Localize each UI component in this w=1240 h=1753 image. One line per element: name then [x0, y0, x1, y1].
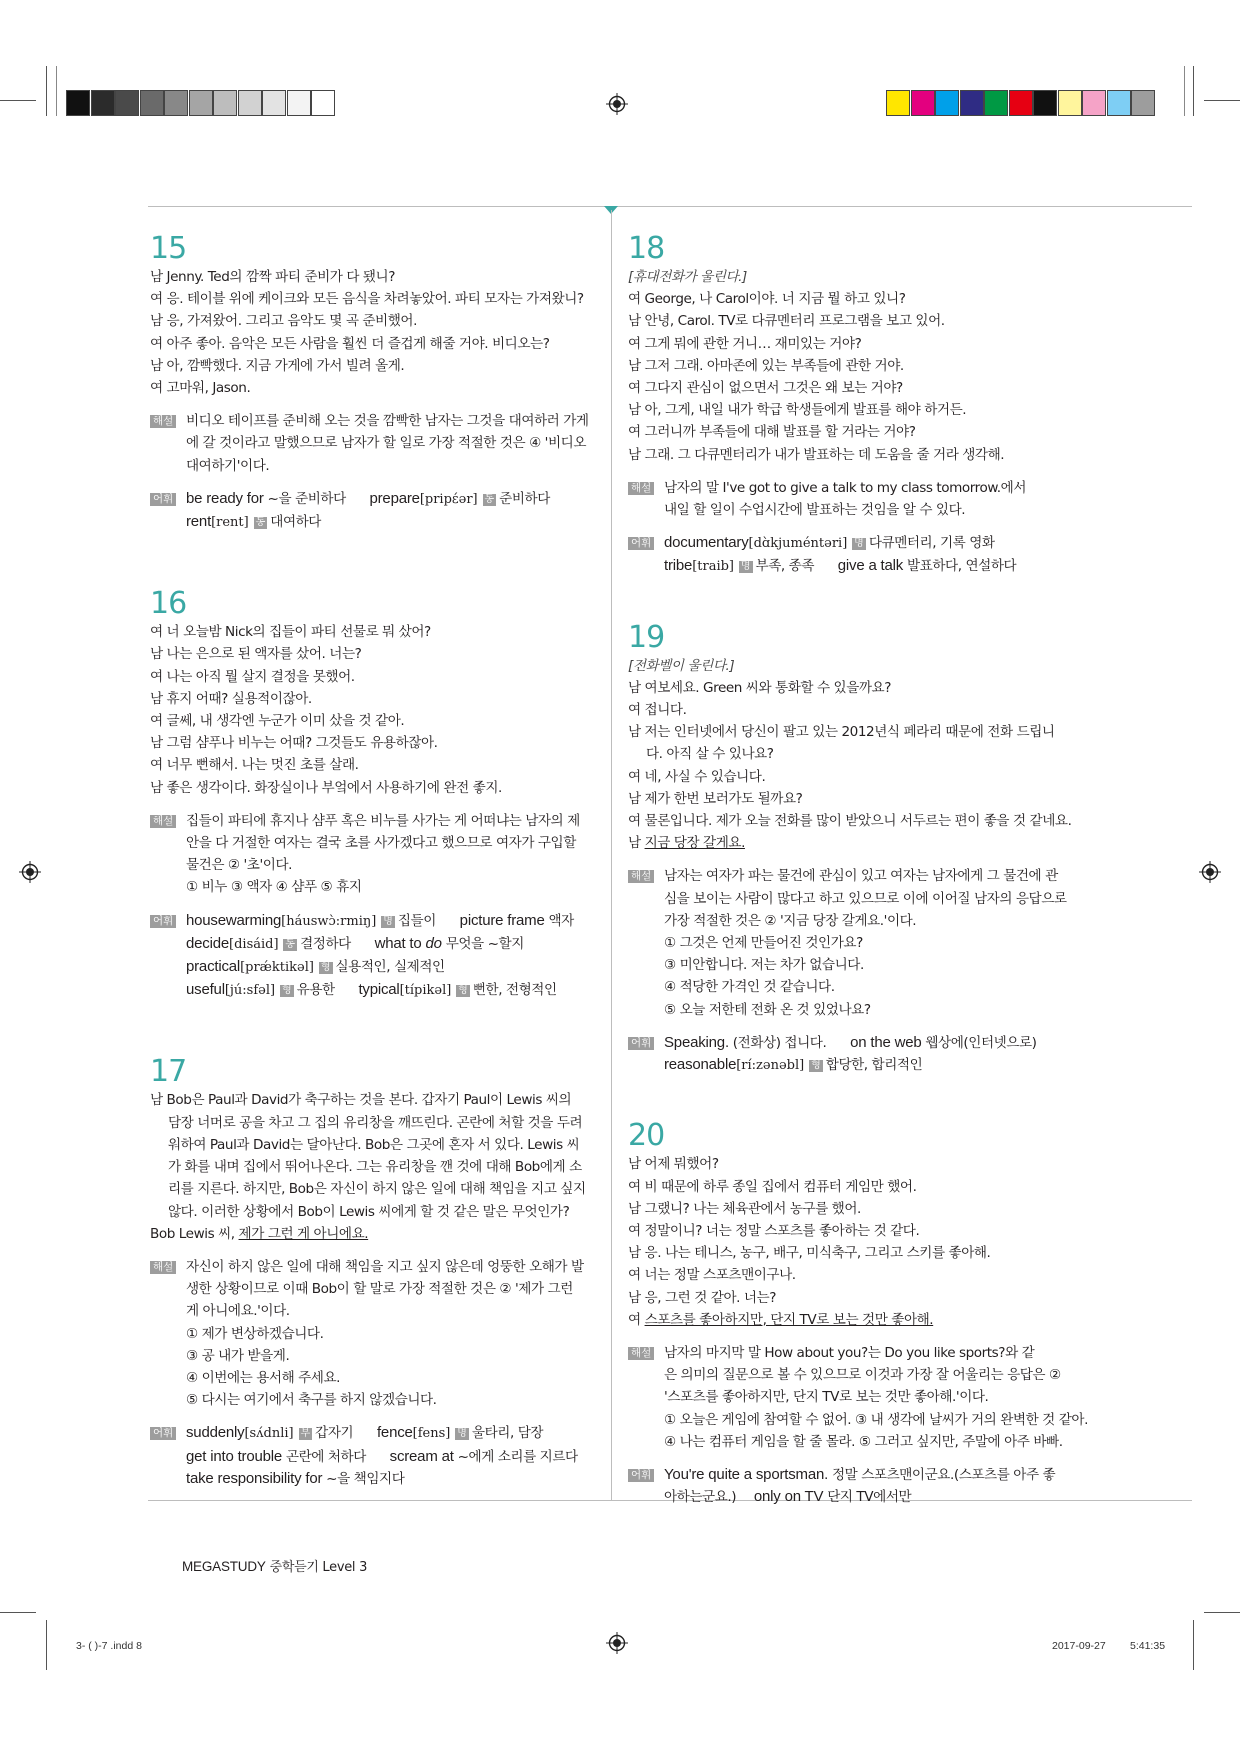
dialogue-line: 남 그럼 샴푸나 비누는 어때? 그것들도 유용하잖아. [150, 735, 438, 752]
vocab-meaning: 정말 스포츠맨이군요.(스포츠를 아주 좋 [831, 1466, 1056, 1483]
part-of-speech-badge: 형 [811, 1060, 821, 1072]
vocabulary-tag: 어휘 [150, 915, 176, 928]
explanation [628, 865, 1088, 1020]
vocab-word: give a talk [837, 557, 904, 575]
dialogue-line: 여 고마워, Jason. [150, 380, 251, 397]
dialogue-line: 여 네, 사실 수 있습니다. [628, 768, 766, 785]
dialogue-line: 남 아, 그게, 내일 내가 학급 학생들에게 발표를 해야 하거든. [628, 402, 967, 419]
vocabulary [150, 1422, 600, 1490]
dialogue [150, 266, 600, 399]
vocab-pronunciation: [prǽktikəl] [240, 960, 314, 976]
vocabulary [628, 532, 1088, 578]
crop-mark [56, 66, 57, 116]
dialogue [628, 677, 1088, 855]
vocabulary-tag: 어휘 [150, 1427, 176, 1440]
dialogue [628, 1153, 1088, 1331]
part-of-speech-badge: 명 [740, 561, 751, 573]
vocab-pronunciation: [dɑ̀kjuméntəri] [748, 536, 848, 552]
answer-underlined: 제가 그런 게 아니에요. [238, 1225, 369, 1242]
vocab-meaning: 뻔한, 전형적인 [472, 982, 557, 999]
answer-underlined: 스포츠를 좋아하지만, 단지 TV로 보는 것만 좋아해. [644, 1311, 934, 1328]
vocab-word: tribe [664, 557, 693, 575]
color-swatch [935, 90, 959, 116]
question-15 [150, 232, 600, 534]
dialogue-line: 여 비 때문에 하루 종일 집에서 컴퓨터 게임만 했어. [628, 1178, 917, 1195]
explanation-tag: 해설 [628, 870, 654, 883]
footer-brand: MEGASTUDY [182, 1559, 266, 1574]
part-of-speech-badge: 명 [854, 538, 864, 550]
color-swatch [66, 90, 90, 116]
vocab-word: take responsibility for [186, 1469, 323, 1487]
explanation [628, 1342, 1088, 1453]
narration-line: 담장 너머로 공을 차고 그 집의 유리창을 깨뜨린다. 곤란에 처할 것을 두려 [168, 1114, 583, 1131]
dialogue-line [628, 1309, 1088, 1331]
color-swatch [238, 90, 262, 116]
vocab-meaning: 아하는군요.) [664, 1489, 737, 1506]
vocab-word: fence [376, 1424, 413, 1442]
speaker: 남 [628, 835, 645, 852]
dialogue-line: 여 너는 정말 스포츠맨이구나. [628, 1267, 796, 1284]
vocab-word: decide [186, 934, 230, 952]
explanation-line: ④ 이번에는 용서해 주세요. [186, 1369, 341, 1386]
part-of-speech-badge: 형 [458, 985, 468, 997]
stage-direction: [전화벨이 울린다.] [628, 657, 735, 674]
vocab-pronunciation: [pripέər] [419, 491, 478, 507]
slug-time: 5:41:35 [1130, 1640, 1166, 1652]
dialogue-line: 다. 아직 살 수 있나요? [646, 746, 774, 763]
explanation [150, 410, 600, 477]
explanation-line: 남자는 여자가 파는 물건에 관심이 있고 여자는 남자에게 그 물건에 관 [664, 868, 1058, 885]
vocab-meaning: 준비하다 [499, 490, 550, 507]
explanation-line: 안을 다 거절한 여자는 결국 초를 사가겠다고 했으므로 여자가 구입할 [186, 835, 576, 852]
explanation-line: ① 비누 ③ 액자 ④ 샴푸 ⑤ 휴지 [186, 879, 362, 896]
part-of-speech-badge: 동 [255, 517, 266, 529]
question-number: 15 [150, 231, 187, 266]
vocab-meaning: 합당한, 합리적인 [825, 1057, 923, 1074]
narration-line: 않다. 이러한 상황에서 Bob이 Lewis 씨에게 할 것 같은 말은 무엇인가? [168, 1203, 570, 1220]
dialogue-line: 남 응, 가져왔어. 그리고 음악도 몇 곡 준비했어. [150, 313, 417, 330]
vocab-word: practical [186, 958, 241, 976]
crop-mark [0, 100, 36, 101]
color-swatch [115, 90, 139, 116]
question-number: 19 [628, 619, 665, 655]
answer-line [150, 1223, 600, 1245]
question-20 [628, 1119, 1088, 1508]
vocab-word: documentary [664, 534, 749, 552]
vocabulary-tag: 어휘 [628, 537, 654, 550]
vocab-word: be ready for [186, 489, 264, 507]
crop-mark [46, 1620, 47, 1670]
part-of-speech-badge: 동 [484, 493, 495, 505]
explanation-tag: 해설 [150, 1261, 176, 1274]
speaker: 여 [628, 1311, 645, 1328]
vocab-meaning: 웹상에(인터넷으로) [925, 1034, 1037, 1051]
top-rule [148, 206, 1192, 207]
vocabulary-tag: 어휘 [150, 493, 176, 506]
crop-mark [1184, 66, 1185, 116]
question-16 [150, 587, 600, 1002]
dialogue-line: 남 그래. 그 다큐멘터리가 내가 발표하는 데 도움을 줄 거라 생각해. [628, 446, 1005, 463]
slug-filename: 3- ( )-7 .indd 8 [76, 1640, 142, 1652]
explanation-line: ① 제가 변상하겠습니다. [186, 1325, 324, 1342]
vocab-word: housewarming [186, 911, 282, 929]
stage-direction: [휴대전화가 울린다.] [628, 269, 747, 285]
dialogue-line: 남 그저 그래. 아마존에 있는 부족들에 관한 거야. [628, 357, 904, 374]
color-swatch [911, 90, 935, 116]
explanation-line: 대여하기'이다. [186, 457, 270, 474]
vocabulary-tag: 어휘 [628, 1469, 654, 1482]
vocab-meaning: ~에게 소리를 지르다 [457, 1448, 578, 1465]
dialogue-line: 남 좋은 생각이다. 화장실이나 부엌에서 사용하기에 완전 좋지. [150, 779, 502, 796]
color-swatch [1009, 90, 1033, 116]
color-swatch [262, 90, 286, 116]
color-swatch [311, 90, 335, 116]
color-swatch [1033, 90, 1057, 116]
answer-text: Lewis 씨, [178, 1225, 239, 1242]
vocabulary [628, 1464, 1088, 1508]
dialogue-line: 여 George, 나 Carol이야. 너 지금 뭘 하고 있니? [628, 291, 906, 308]
explanation-line: ④ 나는 컴퓨터 게임을 할 줄 몰라. ⑤ 그러고 싶지만, 주말에 아주 바빠. [664, 1433, 1063, 1450]
dialogue-line: 여 물론입니다. 제가 오늘 전화를 많이 받았으니 서두르는 편이 좋을 것 같네요. [628, 813, 1072, 830]
dialogue-line: 여 접니다. [628, 702, 687, 719]
vocab-meaning: 무엇을 ~할지 [445, 935, 524, 952]
color-swatch [213, 90, 237, 116]
explanation-line: 비디오 테이프를 준비해 오는 것을 깜빡한 남자는 그것을 대여하러 가게 [186, 413, 589, 430]
vocab-word: only on TV [753, 1488, 824, 1506]
vocab-meaning: 울타리, 담장 [471, 1425, 544, 1442]
explanation-tag: 해설 [150, 815, 176, 828]
explanation [150, 810, 600, 899]
dialogue-line: 여 그다지 관심이 없으면서 그것은 왜 보는 거야? [628, 380, 903, 397]
part-of-speech-badge: 형 [281, 985, 292, 997]
vocabulary [150, 910, 600, 1003]
vocabulary [150, 488, 600, 534]
color-swatch [1131, 90, 1155, 116]
dialogue-line: 남 어제 뭐했어? [628, 1156, 719, 1173]
color-swatch [886, 90, 910, 116]
left-column [150, 232, 600, 1490]
vocab-pronunciation: [traib] [692, 559, 734, 575]
explanation-line: 에 갈 것이라고 말했으므로 남자가 할 일로 가장 적절한 것은 ④ '비디오 [186, 435, 587, 452]
question-17 [150, 1055, 600, 1489]
dialogue-line: 여 아주 좋아. 음악은 모든 사람을 훨씬 더 즐겁게 해줄 거야. 비디오는? [150, 335, 550, 352]
dialogue-line: 남 휴지 어때? 실용적이잖아. [150, 690, 312, 707]
narration-line: 남 Bob은 Paul과 David가 축구하는 것을 본다. 갑자기 Paul이 Lewis 씨의 [150, 1092, 572, 1109]
vocab-word: scream at [389, 1447, 454, 1465]
color-swatch [984, 90, 1008, 116]
vocab-pronunciation: [fens] [412, 1426, 451, 1442]
vocab-word: on the web [850, 1033, 922, 1051]
color-swatch [140, 90, 164, 116]
question-19 [628, 621, 1088, 1078]
vocab-pronunciation: [típikəl] [399, 983, 452, 999]
registration-mark-icon [606, 1632, 628, 1654]
explanation-line: '스포츠를 좋아하지만, 단지 TV로 보는 것만 좋아해.'이다. [664, 1389, 989, 1406]
explanation-line: ③ 공 내가 받을게. [186, 1347, 290, 1364]
narration [150, 1089, 600, 1244]
vocab-meaning: 액자 [548, 912, 574, 929]
explanation-line: ⑤ 오늘 저한테 전화 온 것 있었나요? [664, 1001, 871, 1018]
right-column [628, 232, 1088, 1508]
dialogue-line: 남 아, 깜빡했다. 지금 가게에 가서 빌려 올게. [150, 357, 405, 374]
crop-mark [46, 66, 47, 116]
color-swatch [960, 90, 984, 116]
explanation-line: 물건은 ② '초'이다. [186, 857, 293, 874]
part-of-speech-badge: 동 [285, 938, 296, 950]
vocab-word: You're quite a sportsman. [664, 1465, 829, 1483]
vocab-meaning: 단지 TV에서만 [827, 1489, 912, 1506]
explanation-line: 남자의 말 I've got to give a talk to my class tomorrow.에서 [664, 479, 1027, 496]
color-swatch [164, 90, 188, 116]
crop-mark [1193, 66, 1194, 116]
explanation-line: 생한 상황이므로 이때 Bob이 할 말로 가장 적절한 것은 ② '제가 그런 [186, 1281, 573, 1298]
crop-mark [1204, 1612, 1240, 1613]
crop-mark [1193, 1620, 1194, 1670]
question-number: 18 [628, 231, 665, 266]
explanation-line: ① 그것은 언제 만들어진 것인가요? [664, 935, 863, 952]
vocab-meaning: 집들이 [397, 912, 436, 929]
question-number: 20 [628, 1118, 665, 1154]
vocab-meaning: 대여하다 [270, 514, 321, 531]
vocab-word: prepare [369, 489, 420, 507]
vocab-meaning: 유용한 [296, 982, 335, 999]
vocab-meaning: 곤란에 처하다 [285, 1448, 366, 1465]
vocab-word: suddenly [186, 1424, 245, 1442]
part-of-speech-badge: 부 [300, 1428, 311, 1440]
explanation-line: 심을 보이는 사람이 많다고 하고 있으므로 이에 이어질 남자의 응답으로 [664, 890, 1067, 907]
vocab-word: what to do [374, 934, 442, 952]
speaker: Bob [150, 1225, 175, 1242]
vocab-pronunciation: [háuswɔ̀:rmiŋ] [281, 913, 377, 929]
vocab-meaning: ~을 준비하다 [267, 490, 346, 507]
vocab-word: picture frame [459, 911, 545, 929]
vocabulary-tag: 어휘 [628, 1037, 654, 1050]
footer-title: 중학듣기 Level 3 [269, 1560, 368, 1575]
explanation-line: 게 아니에요.'이다. [186, 1303, 290, 1320]
dialogue-line: 여 글쎄, 내 생각엔 누군가 이미 샀을 것 같아. [150, 713, 405, 730]
dialogue-line: 여 나는 아직 뭘 살지 결정을 못했어. [150, 668, 355, 685]
explanation-tag: 해설 [150, 415, 176, 428]
color-swatch [91, 90, 115, 116]
dialogue-line: 남 응. 나는 테니스, 농구, 배구, 미식축구, 그리고 스키를 좋아해. [628, 1245, 991, 1262]
explanation-line: 내일 할 일이 수업시간에 발표하는 것임을 알 수 있다. [664, 502, 966, 519]
color-swatch [1107, 90, 1131, 116]
page-footer [182, 1556, 367, 1575]
part-of-speech-badge: 명 [383, 915, 393, 927]
vocab-word: get into trouble [186, 1447, 283, 1465]
color-swatch [287, 90, 311, 116]
dialogue-line: 남 저는 인터넷에서 당신이 팔고 있는 2012년식 페라리 때문에 전화 드립니 [628, 724, 1055, 741]
explanation-line: ④ 적당한 가격인 것 같습니다. [664, 979, 835, 996]
vocab-pronunciation: [jú:sfəl] [224, 983, 276, 999]
dialogue-line: 남 Jenny. Ted의 깜짝 파티 준비가 다 됐니? [150, 269, 396, 285]
explanation-line: 자신이 하지 않은 일에 대해 책임을 지고 싶지 않은데 엉뚱한 오해가 발 [186, 1258, 584, 1275]
narration-line: 가 화를 내며 집에서 뛰어나온다. 그는 유리창을 깬 것에 대해 Bob에게 소 [168, 1159, 582, 1176]
vocab-pronunciation: [rent] [211, 515, 249, 531]
part-of-speech-badge: 형 [320, 962, 331, 974]
dialogue-line: 여 너 오늘밤 Nick의 집들이 파티 선물로 뭐 샀어? [150, 624, 431, 641]
color-swatch [189, 90, 213, 116]
vocab-meaning: 부족, 종족 [755, 558, 815, 575]
question-number: 16 [150, 586, 187, 622]
dialogue-line: 남 제가 한번 보러가도 될까요? [628, 790, 803, 807]
narration-line: 리를 지른다. 하지만, Bob은 자신이 하지 않은 일에 대해 책임을 지고 싶지 [168, 1181, 586, 1198]
vocabulary [628, 1032, 1088, 1077]
vocab-word: Speaking. [664, 1033, 729, 1051]
dialogue-line: 여 너무 뻔해서. 나는 멋진 초를 살래. [150, 757, 359, 774]
dialogue-line: 여 응. 테이블 위에 케이크와 모든 음식을 차려놓았어. 파티 모자는 가져왔니? [150, 291, 584, 308]
explanation-line: 은 의미의 질문으로 볼 수 있으므로 이것과 가장 잘 어울리는 응답은 ② [664, 1367, 1061, 1384]
dialogue-line: 여 그게 뭐에 관한 거니… 재미있는 거야? [628, 335, 862, 352]
explanation-line: ⑤ 다시는 여기에서 축구를 하지 않겠습니다. [186, 1392, 437, 1409]
explanation [628, 477, 1088, 521]
vocab-meaning: 실용적인, 실제적인 [335, 959, 445, 976]
vocab-pronunciation: [sʌ́dnli] [244, 1426, 294, 1442]
dialogue-line: 남 그랬니? 나는 체육관에서 농구를 했어. [628, 1200, 861, 1217]
explanation-line: ③ 미안합니다. 저는 차가 없습니다. [664, 957, 864, 974]
vocab-word: useful [186, 981, 225, 999]
vocab-pronunciation: [disáid] [229, 936, 279, 952]
dialogue-line: 남 여보세요. Green 씨와 통화할 수 있을까요? [628, 679, 892, 696]
vocab-meaning: 발표하다, 연설하다 [906, 558, 1017, 575]
registration-mark-icon [1199, 861, 1221, 883]
vocab-pronunciation: [rí:zənəbl] [736, 1058, 805, 1074]
dialogue [150, 621, 600, 799]
dialogue-line: 여 정말이니? 너는 정말 스포츠를 좋아하는 것 같다. [628, 1222, 920, 1239]
explanation-line: 남자의 마지막 말 How about you?는 Do you like sports?와 같 [664, 1344, 1035, 1361]
vocab-meaning: ~을 책임지다 [326, 1470, 405, 1487]
question-18 [628, 232, 1088, 579]
crop-mark [0, 1612, 36, 1613]
dialogue-line: 남 응, 그런 것 같아. 너는? [628, 1289, 776, 1306]
question-number: 17 [150, 1054, 187, 1090]
vocab-meaning: 갑자기 [315, 1425, 354, 1442]
column-divider [611, 210, 612, 1500]
vocab-word: typical [358, 981, 400, 999]
registration-mark-icon [19, 861, 41, 883]
part-of-speech-badge: 명 [457, 1428, 467, 1440]
explanation-tag: 해설 [628, 482, 654, 495]
vocab-word: reasonable [664, 1056, 737, 1074]
color-swatch [1058, 90, 1082, 116]
explanation-line: ① 오늘은 게임에 참여할 수 없어. ③ 내 생각에 날씨가 거의 완벽한 것 같아. [664, 1411, 1088, 1428]
dialogue-line [628, 832, 1088, 854]
narration-line: 워하여 Paul과 David는 달아난다. Bob은 그곳에 혼자 서 있다. Lewis 씨 [168, 1136, 580, 1153]
answer-underlined: 지금 당장 갈게요. [644, 835, 745, 852]
explanation [150, 1256, 600, 1411]
registration-mark-icon [606, 93, 628, 115]
color-swatch [1082, 90, 1106, 116]
explanation-tag: 해설 [628, 1347, 654, 1360]
vocab-word: rent [186, 513, 212, 531]
dialogue-line: 여 그러니까 부족들에 대해 발표를 할 거라는 거야? [628, 424, 916, 441]
slug-date: 2017-09-27 [1052, 1640, 1106, 1652]
vocab-meaning: 다큐멘터리, 기록 영화 [868, 535, 995, 552]
dialogue [628, 288, 1088, 466]
dialogue-line: 남 나는 은으로 된 액자를 샀어. 너는? [150, 646, 362, 663]
vocab-meaning: 결정하다 [300, 935, 351, 952]
explanation-line: 집들이 파티에 휴지나 샴푸 혹은 비누를 사가는 게 어떠냐는 남자의 제 [186, 812, 580, 829]
vocab-meaning: (전화상) 접니다. [732, 1034, 827, 1051]
dialogue-line: 남 안녕, Carol. TV로 다큐멘터리 프로그램을 보고 있어. [628, 313, 945, 330]
explanation-line: 가장 적절한 것은 ② '지금 당장 갈게요.'이다. [664, 912, 917, 929]
crop-mark [1204, 100, 1240, 101]
